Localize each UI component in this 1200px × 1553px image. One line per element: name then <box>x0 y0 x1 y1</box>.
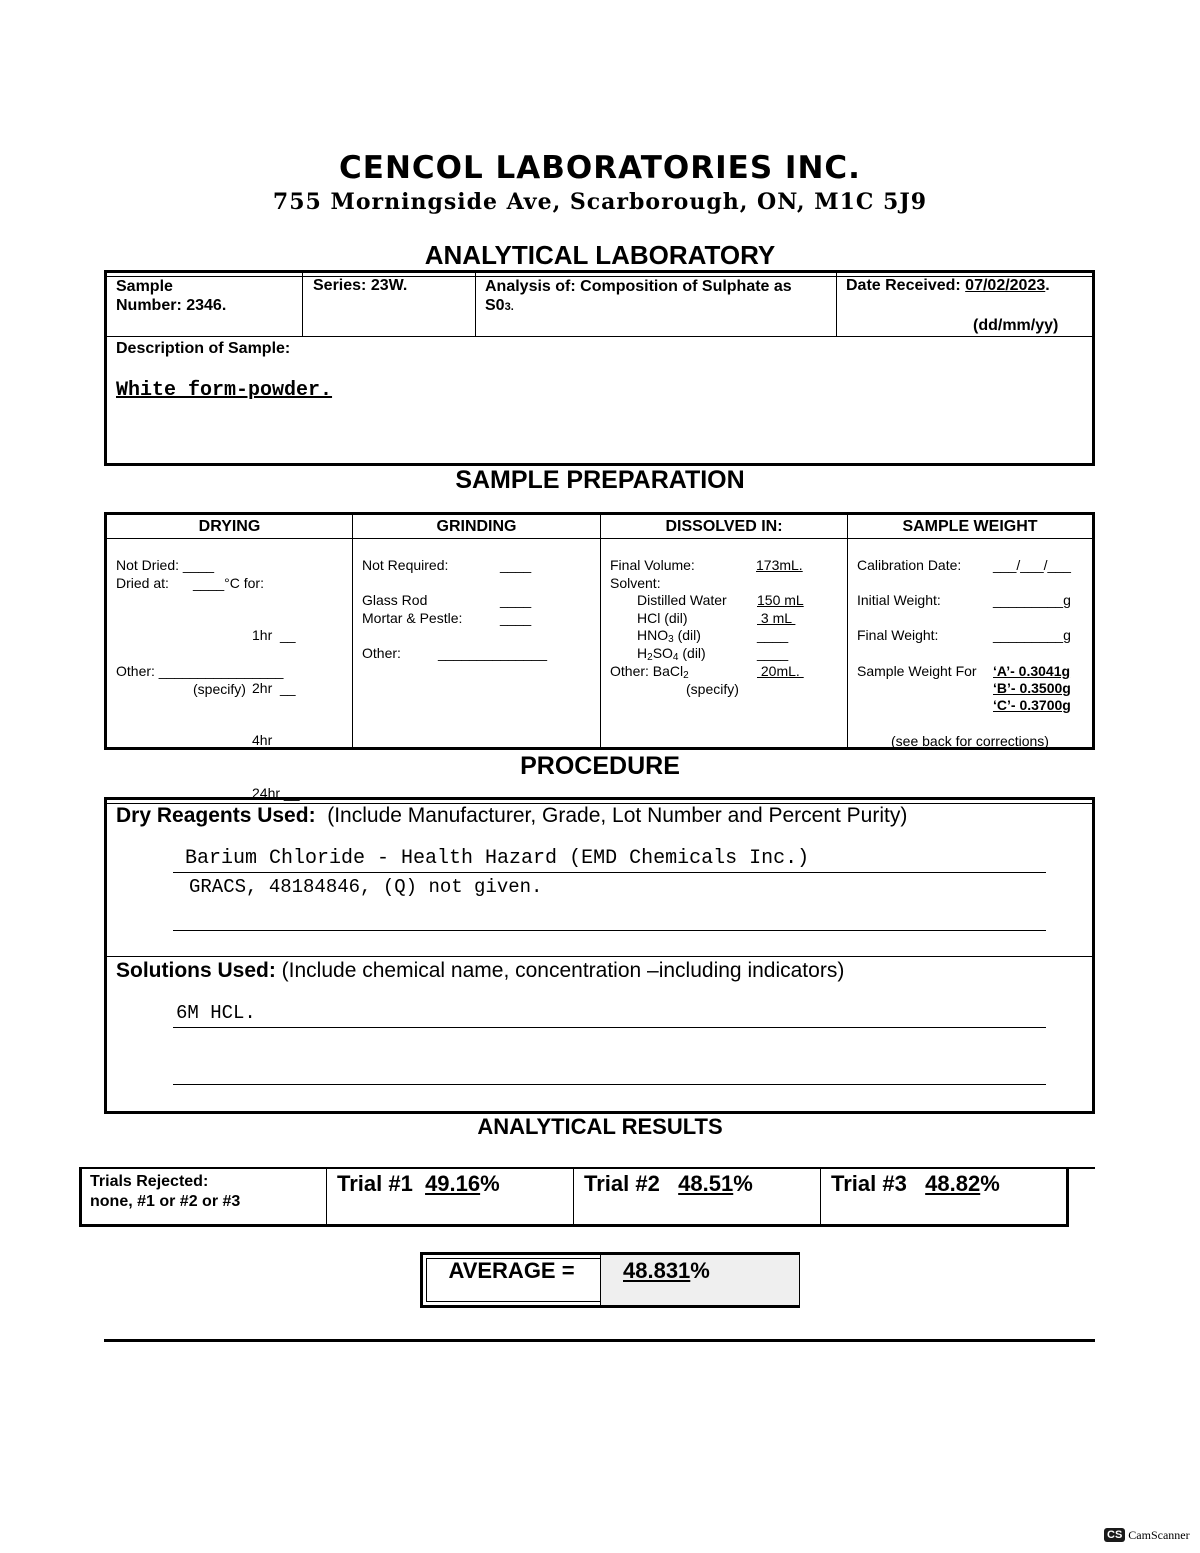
sample-info-box <box>104 270 1095 466</box>
initial-weight-value: _________g <box>993 592 1071 608</box>
solutions-hint: (Include chemical name, concentration –including indicators) <box>275 959 845 982</box>
grinding-other-blank: ______________ <box>438 645 548 661</box>
hno3-value: ____ <box>757 627 789 643</box>
description-label: Description of Sample: <box>116 340 291 357</box>
calibration-date-label: Calibration Date: <box>857 557 962 573</box>
procedure-box <box>104 797 1095 1114</box>
header-sample-weight: SAMPLE WEIGHT <box>902 518 1038 535</box>
solutions-heading <box>116 959 844 983</box>
grinding-not-required: Not Required: <box>362 557 449 573</box>
drying-4hr: 4hr __ <box>252 732 296 748</box>
other-bacl2-label <box>610 663 689 685</box>
analysis-line2 <box>485 296 830 317</box>
trial-2-value: 48.51 <box>678 1171 734 1196</box>
dissolved-specify: (specify) <box>686 681 739 697</box>
average-label: AVERAGE = <box>448 1258 575 1283</box>
hno3-formula: HNO <box>637 627 669 643</box>
hno3-subscript: 3 <box>668 634 674 645</box>
calibration-date-value: ___/___/___ <box>993 557 1071 573</box>
final-weight-label: Final Weight: <box>857 627 939 643</box>
trial-3-unit: % <box>980 1171 1000 1196</box>
h2so4-so: SO <box>652 645 673 661</box>
section-title-analytical-lab: ANALYTICAL LABORATORY <box>424 240 776 270</box>
sample-weight-c: ‘C’- 0.3700g <box>993 697 1071 713</box>
average-number: 48.831 <box>623 1258 691 1283</box>
dry-reagents-heading <box>116 804 907 828</box>
section-title-sample-prep: SAMPLE PREPARATION <box>455 466 745 494</box>
date-format: (dd/mm/yy) <box>973 317 1059 334</box>
drying-not-dried: Not Dried: ____ <box>116 557 215 573</box>
see-back-note: (see back for corrections) <box>891 733 1049 749</box>
average-unit: % <box>690 1258 710 1283</box>
drying-specify: (specify) <box>193 681 246 697</box>
date-value: 07/02/2023 <box>965 277 1046 294</box>
h2so4-sub1: 2 <box>647 652 653 663</box>
solutions-label: Solutions Used: <box>116 959 276 982</box>
trial-3 <box>831 1171 1000 1197</box>
sample-weight-b: ‘B’- 0.3500g <box>993 680 1071 696</box>
initial-weight-label: Initial Weight: <box>857 592 941 608</box>
trial-2-unit: % <box>733 1171 753 1196</box>
analysis-formula: S0 <box>485 297 505 314</box>
grinding-not-required-blank: ____ <box>500 557 532 573</box>
hcl-label: HCl (dil) <box>637 610 688 626</box>
hno3-dil: (dil) <box>673 627 701 643</box>
drying-other: Other: ________________ <box>116 663 284 679</box>
camscanner-watermark <box>1104 1526 1190 1544</box>
analysis-period: . <box>510 301 514 313</box>
final-volume-label: Final Volume: <box>610 557 695 573</box>
series: Series: 23W. <box>313 277 408 294</box>
trial-1 <box>337 1171 500 1197</box>
average-value <box>623 1258 710 1284</box>
trial-2-label: Trial #2 <box>584 1171 679 1196</box>
trial-1-unit: % <box>480 1171 500 1196</box>
sample-number: Number: 2346. <box>116 297 227 314</box>
section-title-procedure: PROCEDURE <box>520 752 680 780</box>
description-value: White form-powder. <box>116 379 333 402</box>
dry-reagents-line2: GRACS, 48184846, (Q) not given. <box>189 876 543 898</box>
analysis-line1: Analysis of: Composition of Sulphate as <box>485 278 792 295</box>
dry-reagents-rule-1 <box>173 872 1046 873</box>
drying-dried-at-label: Dried at: <box>116 575 169 591</box>
trial-3-label: Trial #3 <box>831 1171 926 1196</box>
other-bacl-text: Other: BaCl <box>610 663 684 679</box>
other-bacl2-value: 20mL. <box>757 663 804 679</box>
drying-1hr: 1hr __ <box>252 627 296 643</box>
grinding-other: Other: <box>362 645 401 661</box>
sample-number-cell <box>116 277 226 315</box>
trials-rejected-options: none, #1 or #2 or #3 <box>90 1193 241 1210</box>
h2so4-sub2: 4 <box>672 652 679 663</box>
dry-reagents-hint: (Include Manufacturer, Grade, Lot Number and Percent Purity) <box>315 804 908 827</box>
camscanner-text: CamScanner <box>1128 1527 1190 1542</box>
h2so4-h: H <box>637 645 648 661</box>
solutions-rule-2 <box>173 1084 1046 1085</box>
drying-dried-at-value: ____°C for: <box>193 575 264 591</box>
hcl-value: 3 mL <box>757 610 796 626</box>
average-box <box>420 1252 800 1308</box>
dry-reagents-line1: Barium Chloride - Health Hazard (EMD Chemicals Inc.) <box>185 847 810 870</box>
sample-weight-a: ‘A’- 0.3041g <box>993 663 1071 679</box>
distilled-water-label: Distilled Water <box>637 592 727 608</box>
sample-label: Sample <box>116 278 173 295</box>
header-drying: DRYING <box>198 518 261 535</box>
date-label: Date Received: <box>846 277 966 294</box>
solvent-label: Solvent: <box>610 575 661 591</box>
trials-rejected-label: Trials Rejected: <box>90 1173 209 1190</box>
trial-1-label: Trial #1 <box>337 1171 426 1196</box>
solutions-line1: 6M HCL. <box>176 1002 256 1024</box>
dry-reagents-rule-2 <box>173 930 1046 931</box>
grinding-mortar: Mortar & Pestle: <box>362 610 463 626</box>
analysis-of <box>485 277 830 317</box>
analysis-subscript: 3 <box>504 301 511 313</box>
trial-3-value: 48.82 <box>925 1171 981 1196</box>
header-dissolved-in: DISSOLVED IN: <box>665 518 783 535</box>
section-title-analytical-results: ANALYTICAL RESULTS <box>477 1114 723 1139</box>
date-period: . <box>1045 277 1050 294</box>
other-bacl-subscript: 2 <box>683 670 689 681</box>
company-name: CENCOL LABORATORIES INC. <box>339 150 861 186</box>
solutions-rule-1 <box>173 1027 1046 1028</box>
h2so4-value: ____ <box>757 645 789 661</box>
trial-2 <box>584 1171 753 1197</box>
results-table <box>79 1167 1095 1227</box>
grinding-mortar-blank: ____ <box>500 610 532 626</box>
distilled-water-value: 150 mL <box>757 592 804 608</box>
sample-weight-for-label: Sample Weight For <box>857 663 977 679</box>
company-address: 755 Morningside Ave, Scarborough, ON, M1C 5J9 <box>272 189 928 215</box>
grinding-glass-rod-blank: ____ <box>500 592 532 608</box>
header-grinding: GRINDING <box>436 518 517 535</box>
grinding-glass-rod: Glass Rod <box>362 592 428 608</box>
date-received <box>846 277 1050 295</box>
bottom-rule <box>104 1339 1095 1342</box>
drying-2hr: 2hr __ <box>252 679 296 696</box>
dry-reagents-label: Dry Reagents Used: <box>116 804 316 827</box>
final-volume-value: 173mL. <box>756 557 803 573</box>
drying-24hr: 24hr __ <box>252 784 300 801</box>
trials-rejected <box>90 1172 240 1212</box>
h2so4-dil: (dil) <box>678 645 706 661</box>
final-weight-value: _________g <box>993 627 1071 643</box>
trial-1-value: 49.16 <box>425 1171 481 1196</box>
camscanner-logo-icon: CS <box>1104 1528 1125 1542</box>
